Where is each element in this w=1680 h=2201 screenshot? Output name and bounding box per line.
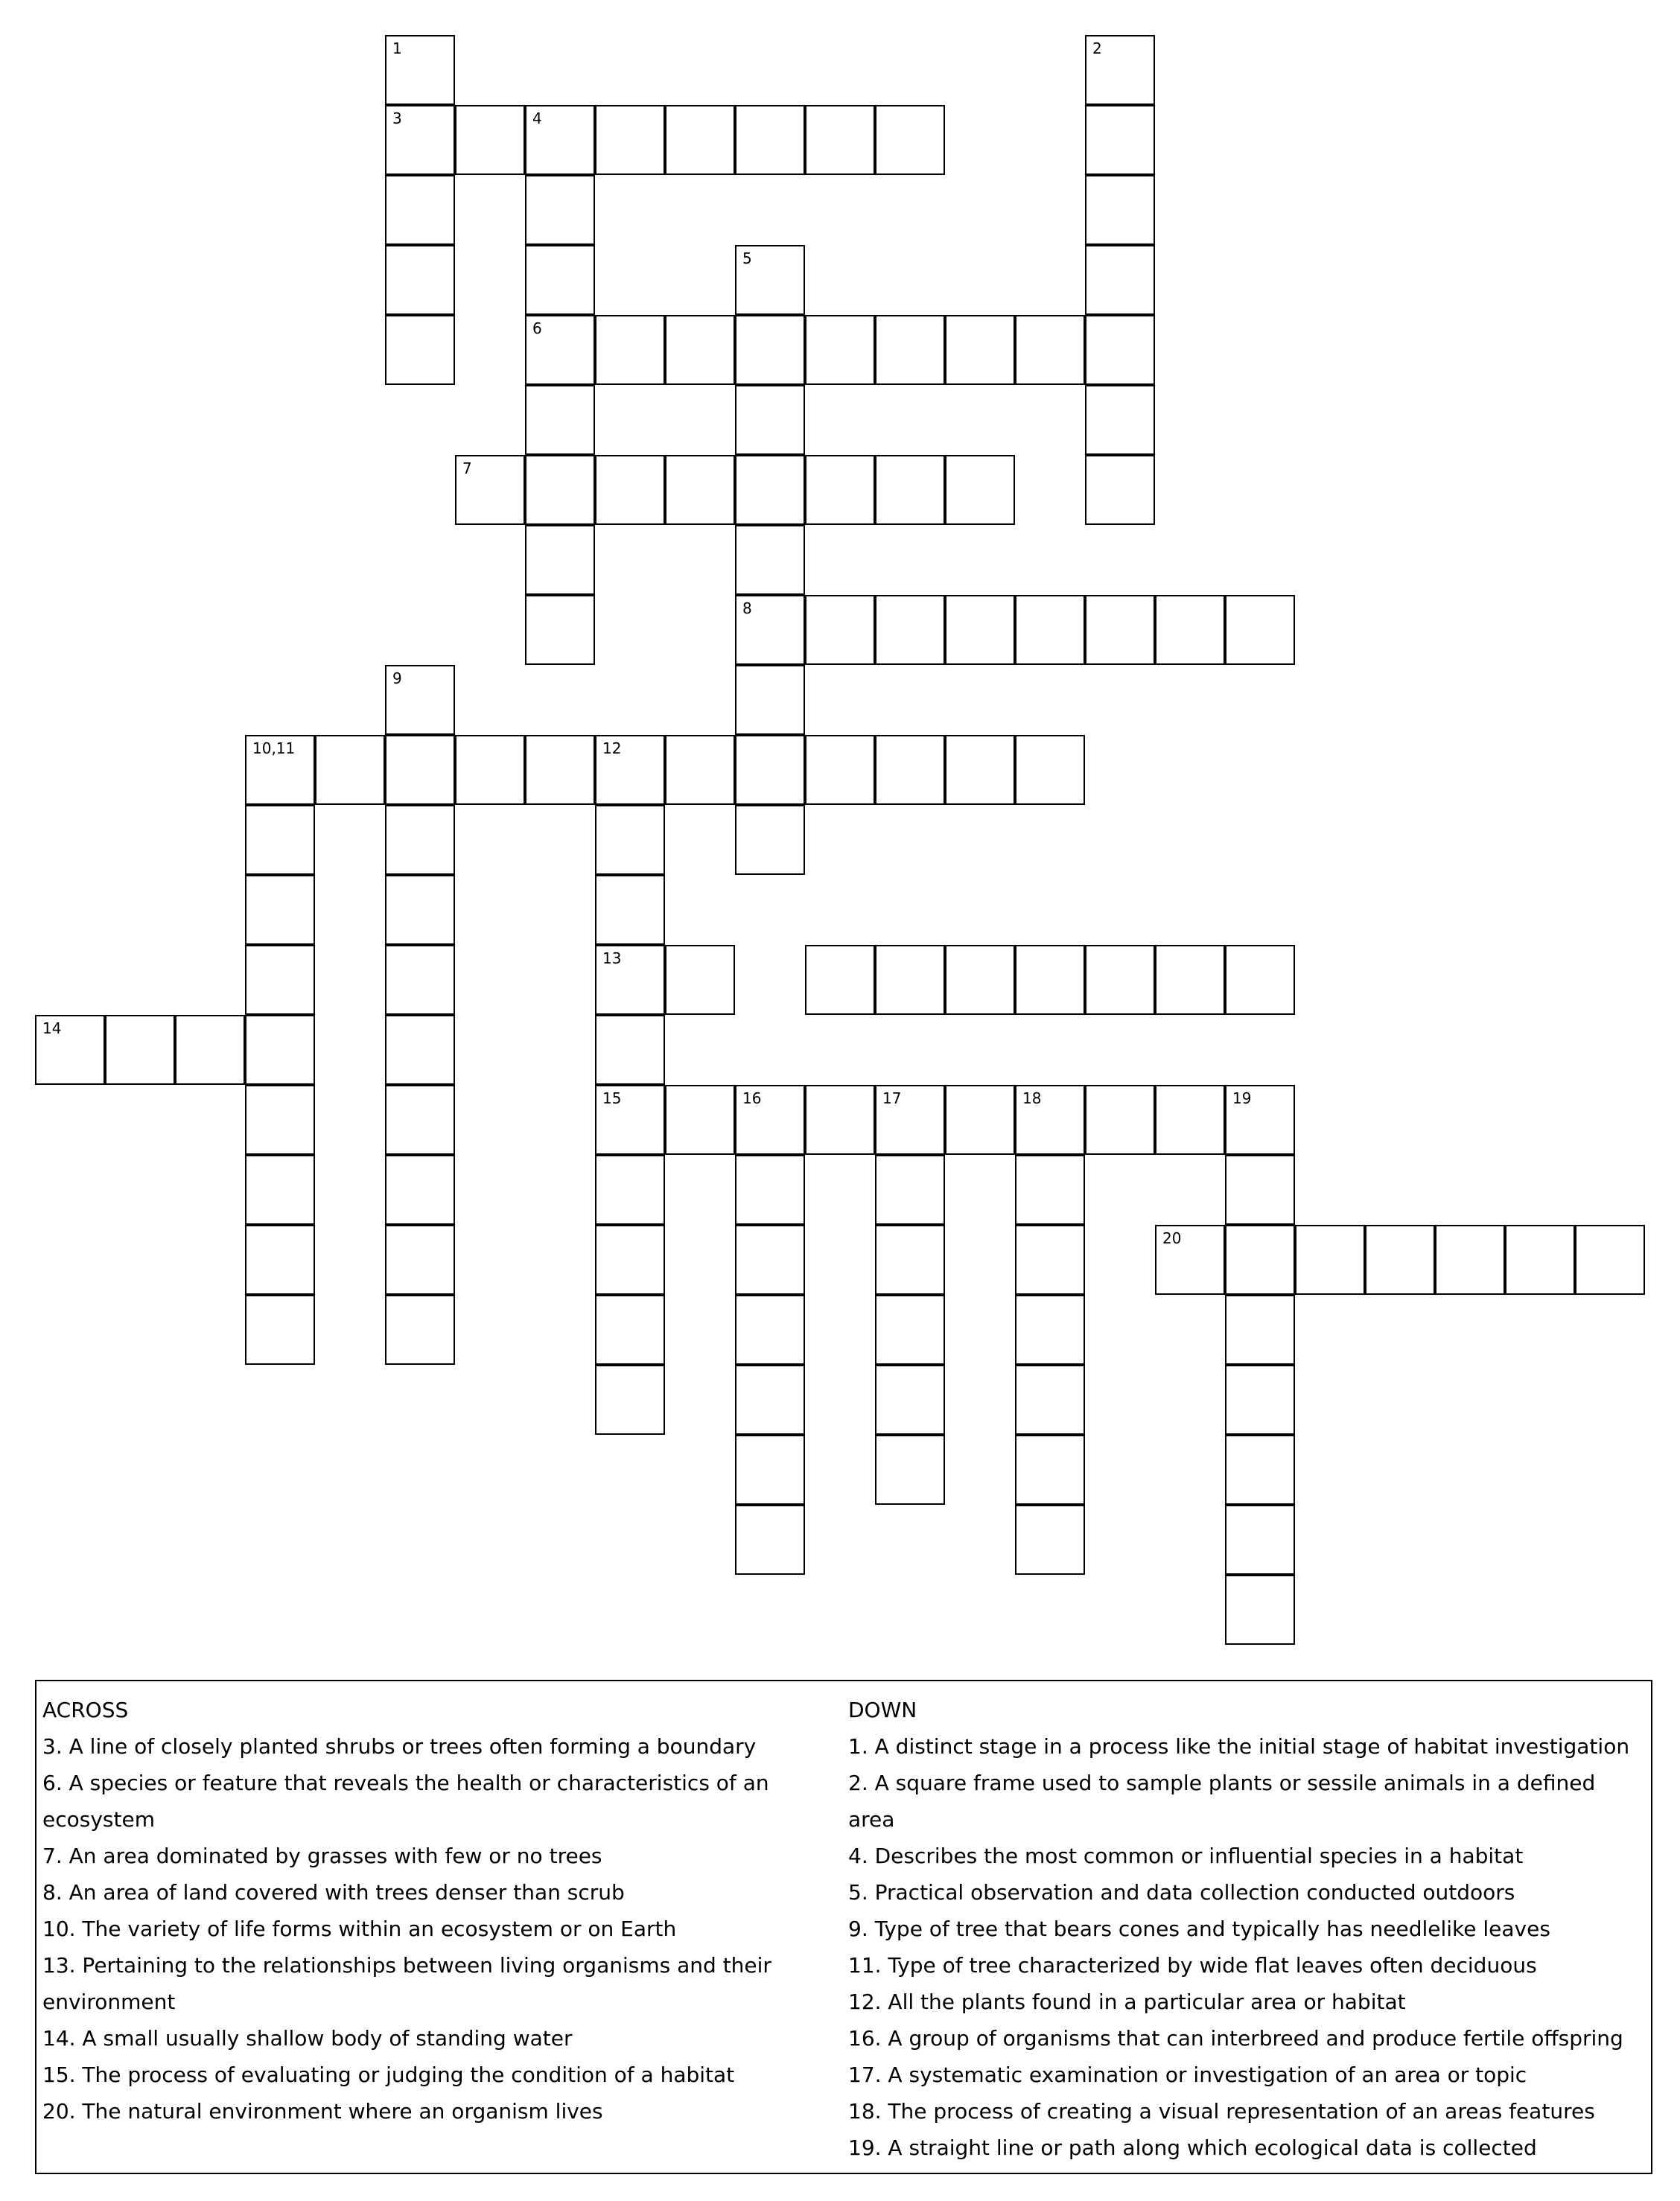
crossword-cell[interactable] [1085,1085,1155,1155]
crossword-cell[interactable] [595,455,665,525]
crossword-cell[interactable] [1015,1295,1085,1365]
crossword-cell[interactable] [735,455,805,525]
across-clue: 15. The process of evaluating or judging the condition of a habitat [42,2063,735,2087]
crossword-cell[interactable] [875,105,945,175]
crossword-cell[interactable] [385,1225,455,1295]
crossword-cell[interactable] [1015,595,1085,665]
crossword-cell[interactable] [1225,595,1295,665]
crossword-cell[interactable] [1365,1225,1435,1295]
crossword-cell[interactable] [1085,105,1155,175]
crossword-cell[interactable] [1225,1435,1295,1505]
crossword-cell[interactable] [595,805,665,875]
crossword-cell[interactable] [735,1295,805,1365]
crossword-cell[interactable] [875,945,945,1015]
across-clue: 6. A species or feature that reveals the health or characteristics of an ecosystem [42,1771,769,1832]
crossword-cell[interactable] [875,1155,945,1225]
crossword-cell[interactable] [875,455,945,525]
crossword-cell[interactable] [385,735,455,805]
down-clue: 11. Type of tree characterized by wide flat leaves often deciduous [848,1953,1537,1978]
crossword-cell[interactable] [1225,1575,1295,1645]
crossword-cell[interactable] [385,945,455,1015]
crossword-cell[interactable] [945,735,1015,805]
crossword-cell[interactable] [875,1085,945,1155]
crossword-cell[interactable] [665,735,735,805]
crossword-cell[interactable] [525,595,595,665]
clue-number: 8 [742,599,752,617]
crossword-cell[interactable] [735,1155,805,1225]
crossword-cell[interactable] [245,1225,315,1295]
clue-number: 6 [532,319,542,337]
crossword-cell[interactable] [245,1295,315,1365]
crossword-cell[interactable] [595,1155,665,1225]
crossword-cell[interactable] [1225,1505,1295,1575]
crossword-cell[interactable] [735,805,805,875]
clue-number: 19 [1232,1089,1252,1107]
clue-number: 3 [392,109,402,127]
down-clue: 12. All the plants found in a particular area or habitat [848,1990,1406,2014]
down-clue: 18. The process of creating a visual representation of an areas features [848,2099,1595,2124]
across-clue: 20. The natural environment where an organism lives [42,2099,603,2124]
crossword-cell[interactable] [1085,595,1155,665]
crossword-cell[interactable] [1015,1435,1085,1505]
down-clues [848,1692,1645,2166]
crossword-cell[interactable] [1085,175,1155,245]
clue-number: 7 [462,459,472,477]
crossword-cell[interactable] [385,1085,455,1155]
crossword-cell[interactable] [1015,1085,1085,1155]
crossword-cell[interactable] [525,175,595,245]
down-clue: 17. A systematic examination or investigation of an area or topic [848,2063,1527,2087]
clue-number: 12 [602,739,622,757]
crossword-cell[interactable] [595,1295,665,1365]
crossword-cell[interactable] [455,455,525,525]
crossword-cell[interactable] [1015,1155,1085,1225]
crossword-cell[interactable] [665,315,735,385]
crossword-cell[interactable] [245,945,315,1015]
crossword-cell[interactable] [385,805,455,875]
crossword-cell[interactable] [1225,1295,1295,1365]
crossword-cell[interactable] [735,665,805,735]
crossword-cell[interactable] [805,315,875,385]
crossword-cell[interactable] [595,875,665,945]
crossword-cell[interactable] [315,735,385,805]
crossword-cell[interactable] [1085,455,1155,525]
crossword-cell[interactable] [1575,1225,1645,1295]
crossword-cell[interactable] [1015,945,1085,1015]
crossword-cell[interactable] [595,315,665,385]
crossword-cell[interactable] [1015,1365,1085,1435]
crossword-cell[interactable] [665,455,735,525]
crossword-cell[interactable] [35,1015,105,1085]
crossword-cell[interactable] [595,1085,665,1155]
clue-number: 1 [392,39,402,57]
across-clue: 13. Pertaining to the relationships between living organisms and their environment [42,1953,771,2014]
crossword-cell[interactable] [245,1015,315,1085]
crossword-cell[interactable] [595,1225,665,1295]
crossword-cell[interactable] [875,1365,945,1435]
crossword-cell[interactable] [385,1295,455,1365]
clue-number: 18 [1022,1089,1042,1107]
crossword-cell[interactable] [1015,1505,1085,1575]
across-clue: 14. A small usually shallow body of standing water [42,2026,573,2051]
crossword-cell[interactable] [455,735,525,805]
crossword-cell[interactable] [1225,1085,1295,1155]
down-clue: 9. Type of tree that bears cones and typically has needlelike leaves [848,1917,1550,1941]
crossword-cell[interactable] [945,1085,1015,1155]
crossword-cell[interactable] [735,1435,805,1505]
clue-number: 17 [882,1089,902,1107]
crossword-cell[interactable] [945,595,1015,665]
crossword-cell[interactable] [1225,945,1295,1015]
crossword-cell[interactable] [525,455,595,525]
crossword-cell[interactable] [1155,1225,1225,1295]
crossword-cell[interactable] [1155,595,1225,665]
down-clue: 4. Describes the most common or influential species in a habitat [848,1844,1524,1868]
crossword-cell[interactable] [875,595,945,665]
crossword-cell[interactable] [875,1295,945,1365]
crossword-cell[interactable] [1155,1085,1225,1155]
crossword-cell[interactable] [245,805,315,875]
crossword-cell[interactable] [525,245,595,315]
crossword-cell[interactable] [805,455,875,525]
crossword-cell[interactable] [385,105,455,175]
crossword-cell[interactable] [385,1155,455,1225]
crossword-cell[interactable] [665,1085,735,1155]
crossword-cell[interactable] [735,1365,805,1435]
crossword-cell[interactable] [1015,735,1085,805]
crossword-cell[interactable] [735,525,805,595]
crossword-cell[interactable] [455,105,525,175]
crossword-cell[interactable] [1085,945,1155,1015]
crossword-cell[interactable] [385,315,455,385]
crossword-cell[interactable] [1085,245,1155,315]
crossword-cell[interactable] [735,105,805,175]
crossword-cell[interactable] [245,735,315,805]
clues-box [35,1680,1652,2174]
clue-number: 2 [1092,39,1102,57]
crossword-cell[interactable] [735,1085,805,1155]
crossword-cell[interactable] [1155,945,1225,1015]
crossword-cell[interactable] [735,1505,805,1575]
crossword-cell[interactable] [735,595,805,665]
crossword-cell[interactable] [525,525,595,595]
crossword-cell[interactable] [525,315,595,385]
crossword-cell[interactable] [875,735,945,805]
crossword-cell[interactable] [175,1015,245,1085]
clue-number: 5 [742,249,752,267]
crossword-cell[interactable] [385,1015,455,1085]
crossword-cell[interactable] [1015,1225,1085,1295]
crossword-cell[interactable] [805,945,875,1015]
across-clues [42,1692,832,2130]
down-clue: 19. A straight line or path along which ecological data is collected [848,2135,1537,2160]
crossword-cell[interactable] [945,455,1015,525]
crossword-cell[interactable] [595,105,665,175]
clue-number: 13 [602,949,622,967]
crossword-cell[interactable] [525,735,595,805]
crossword-cell[interactable] [1295,1225,1365,1295]
across-clue: 10. The variety of life forms within an ecosystem or on Earth [42,1917,677,1941]
crossword-cell[interactable] [385,35,455,105]
across-clue: 8. An area of land covered with trees denser than scrub [42,1880,625,1905]
down-clue: 1. A distinct stage in a process like the initial stage of habitat investigation [848,1734,1630,1759]
crossword-cell[interactable] [1435,1225,1505,1295]
clue-number: 20 [1162,1229,1182,1247]
crossword-cell[interactable] [1085,385,1155,455]
crossword-cell[interactable] [1015,315,1085,385]
crossword-cell[interactable] [525,385,595,455]
crossword-cell[interactable] [945,315,1015,385]
crossword-cell[interactable] [105,1015,175,1085]
crossword-cell[interactable] [665,945,735,1015]
crossword-cell[interactable] [665,105,735,175]
crossword-cell[interactable] [385,665,455,735]
down-clue: 5. Practical observation and data collection conducted outdoors [848,1880,1515,1905]
crossword-cell[interactable] [1085,315,1155,385]
crossword-cell[interactable] [385,245,455,315]
crossword-cell[interactable] [735,315,805,385]
crossword-cell[interactable] [1225,1155,1295,1225]
crossword-cell[interactable] [735,385,805,455]
crossword-cell[interactable] [875,315,945,385]
crossword-cell[interactable] [595,1015,665,1085]
crossword-cell[interactable] [805,105,875,175]
crossword-cell[interactable] [735,1225,805,1295]
across-clue: 3. A line of closely planted shrubs or trees often forming a boundary [42,1734,757,1759]
crossword-cell[interactable] [385,875,455,945]
crossword-cell[interactable] [245,1085,315,1155]
crossword-cell[interactable] [805,1085,875,1155]
crossword-cell[interactable] [595,735,665,805]
crossword-cell[interactable] [245,1155,315,1225]
crossword-cell[interactable] [385,175,455,245]
clue-number: 10,11 [252,739,296,757]
clue-number: 9 [392,669,402,687]
crossword-cell[interactable] [1225,1225,1295,1295]
crossword-cell[interactable] [1505,1225,1575,1295]
across-heading: ACROSS [42,1698,129,1722]
clue-number: 14 [42,1019,62,1037]
crossword-cell[interactable] [245,875,315,945]
across-clue: 7. An area dominated by grasses with few or no trees [42,1844,602,1868]
crossword-cell[interactable] [805,595,875,665]
clue-number: 15 [602,1089,622,1107]
crossword-cell[interactable] [595,1365,665,1435]
crossword-cell[interactable] [735,245,805,315]
down-clue: 2. A square frame used to sample plants or sessile animals in a defined area [848,1771,1596,1832]
crossword-cell[interactable] [945,945,1015,1015]
down-clue: 16. A group of organisms that can interbreed and produce fertile offspring [848,2026,1623,2051]
crossword-cell[interactable] [1225,1365,1295,1435]
crossword-cell[interactable] [525,105,595,175]
clue-number: 16 [742,1089,762,1107]
crossword-cell[interactable] [805,735,875,805]
clue-number: 4 [532,109,542,127]
crossword-cell[interactable] [1085,35,1155,105]
crossword-cell[interactable] [735,735,805,805]
crossword-cell[interactable] [875,1435,945,1505]
crossword-cell[interactable] [875,1225,945,1295]
crossword-cell[interactable] [595,945,665,1015]
down-heading: DOWN [848,1698,917,1722]
